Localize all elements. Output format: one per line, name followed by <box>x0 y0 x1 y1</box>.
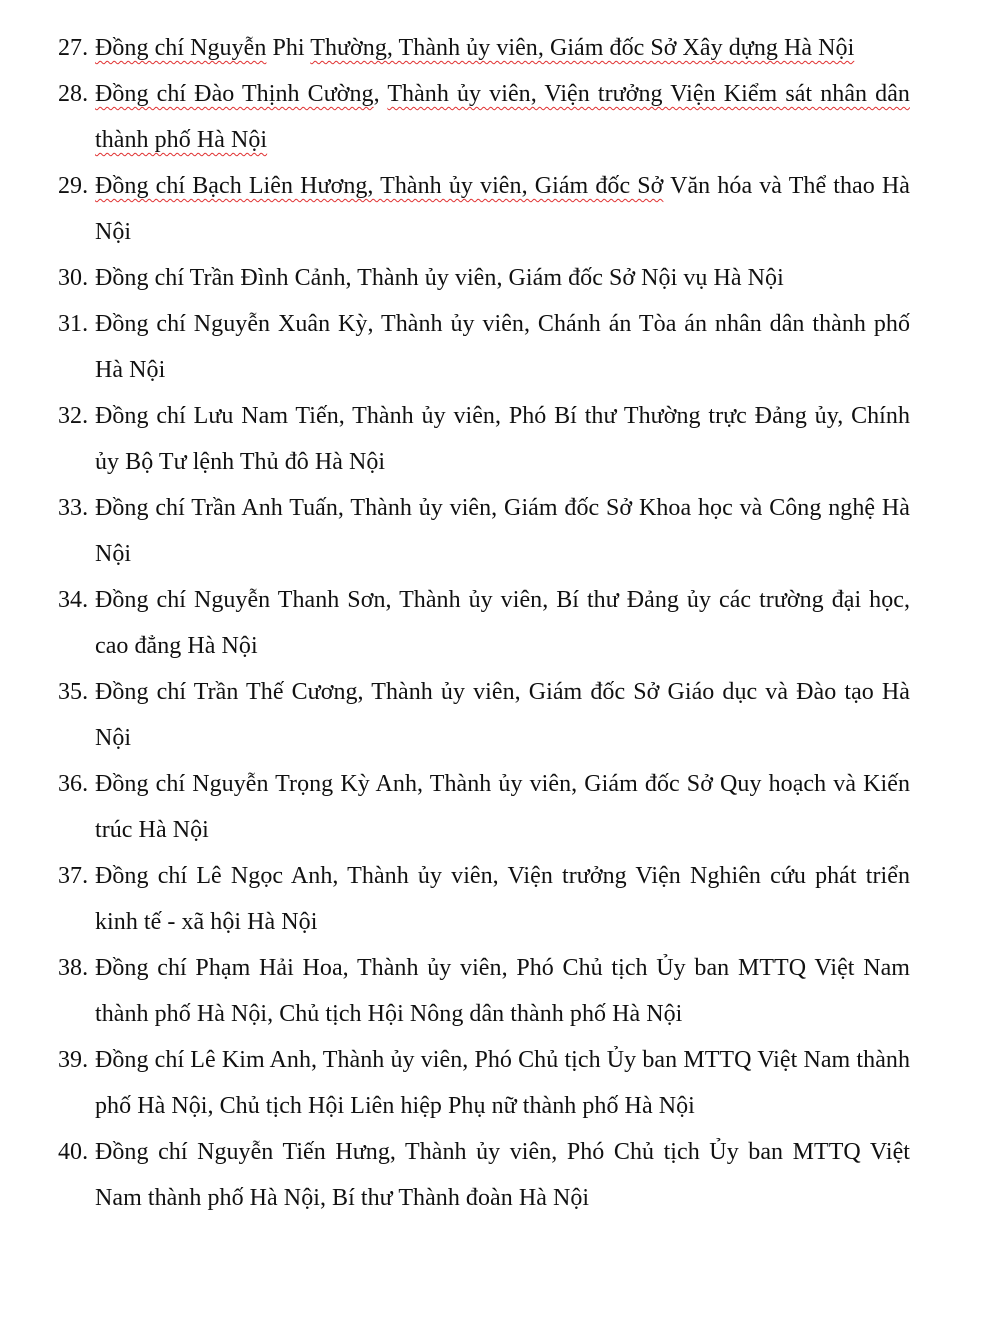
item-text: Đồng chí Lưu Nam Tiến, Thành ủy viên, Phó Bí thư Thường trực Đảng ủy, Chính ủy Bộ Tư lệnh Thủ đô Hà Nội <box>95 403 910 475</box>
spellcheck-underlined-text: Thường, Thành ủy viên, Giám đốc Sở Xây dựng Hà Nội <box>310 35 855 61</box>
item-number: 32. <box>58 403 89 429</box>
item-number: 40. <box>58 1139 89 1165</box>
list-item <box>58 761 910 853</box>
item-text: Đồng chí Trần Anh Tuấn, Thành ủy viên, Giám đốc Sở Khoa học và Công nghệ Hà Nội <box>95 495 910 567</box>
spellcheck-underlined-text: Đồng chí Bạch Liên Hương, Thành ủy viên, Giám đốc Sở <box>95 173 664 199</box>
item-number: 36. <box>58 771 89 797</box>
item-text: Đồng chí Lê Ngọc Anh, Thành ủy viên, Viện trưởng Viện Nghiên cứu phát triển kinh tế - xã hội Hà Nội <box>95 863 910 935</box>
item-number: 34. <box>58 587 89 613</box>
item-text: Đồng chí Nguyễn Tiến Hưng, Thành ủy viên, Phó Chủ tịch Ủy ban MTTQ Việt Nam thành phố Hà Nội, Bí thư Thành đoàn Hà Nội <box>95 1139 910 1211</box>
item-number: 37. <box>58 863 89 889</box>
item-number: 38. <box>58 955 89 981</box>
item-text: Đồng chí Trần Đình Cảnh, Thành ủy viên, Giám đốc Sở Nội vụ Hà Nội <box>95 265 784 291</box>
item-number: 31. <box>58 311 89 337</box>
item-text: Đồng chí Lê Kim Anh, Thành ủy viên, Phó Chủ tịch Ủy ban MTTQ Việt Nam thành phố Hà Nội, Chủ tịch Hội Liên hiệp Phụ nữ thành phố Hà Nội <box>95 1047 910 1119</box>
spellcheck-underlined-text: Đồng chí Nguyễn <box>95 35 267 61</box>
list-item <box>58 393 910 485</box>
item-text: Đồng chí Nguyễn Thanh Sơn, Thành ủy viên, Bí thư Đảng ủy các trường đại học, cao đẳng Hà Nội <box>95 587 910 659</box>
list-item <box>58 301 910 393</box>
spellcheck-underlined-text: Thành ủy viên, Viện trưởng Viện Kiểm sát nhân dân thành phố Hà Nội <box>95 81 910 153</box>
spellcheck-underlined-text: Đồng chí Đào Thịnh Cường <box>95 81 374 107</box>
item-text: Phi <box>266 35 311 61</box>
member-list <box>58 25 910 1221</box>
item-text: Văn hóa và Thể thao Hà Nội <box>95 173 910 245</box>
item-number: 30. <box>58 265 89 291</box>
list-item <box>58 255 910 301</box>
item-text: Đồng chí Nguyễn Trọng Kỳ Anh, Thành ủy viên, Giám đốc Sở Quy hoạch và Kiến trúc Hà Nội <box>95 771 910 843</box>
item-text: Đồng chí Phạm Hải Hoa, Thành ủy viên, Phó Chủ tịch Ủy ban MTTQ Việt Nam thành phố Hà Nội, Chủ tịch Hội Nông dân thành phố Hà Nội <box>95 955 910 1027</box>
list-item <box>58 853 910 945</box>
list-item <box>58 163 910 255</box>
list-item <box>58 945 910 1037</box>
list-item <box>58 1037 910 1129</box>
item-text: Đồng chí Nguyễn Xuân Kỳ, Thành ủy viên, Chánh án Tòa án nhân dân thành phố Hà Nội <box>95 311 910 383</box>
item-text: Đồng chí Trần Thế Cương, Thành ủy viên, Giám đốc Sở Giáo dục và Đào tạo Hà Nội <box>95 679 910 751</box>
list-item <box>58 577 910 669</box>
item-number: 33. <box>58 495 89 521</box>
item-number: 28. <box>58 81 89 107</box>
item-text: , <box>373 81 388 107</box>
list-item <box>58 1129 910 1221</box>
list-item <box>58 71 910 163</box>
item-number: 27. <box>58 35 89 61</box>
item-number: 39. <box>58 1047 89 1073</box>
item-number: 35. <box>58 679 89 705</box>
list-item <box>58 25 910 71</box>
item-number: 29. <box>58 173 89 199</box>
list-item <box>58 485 910 577</box>
list-item <box>58 669 910 761</box>
